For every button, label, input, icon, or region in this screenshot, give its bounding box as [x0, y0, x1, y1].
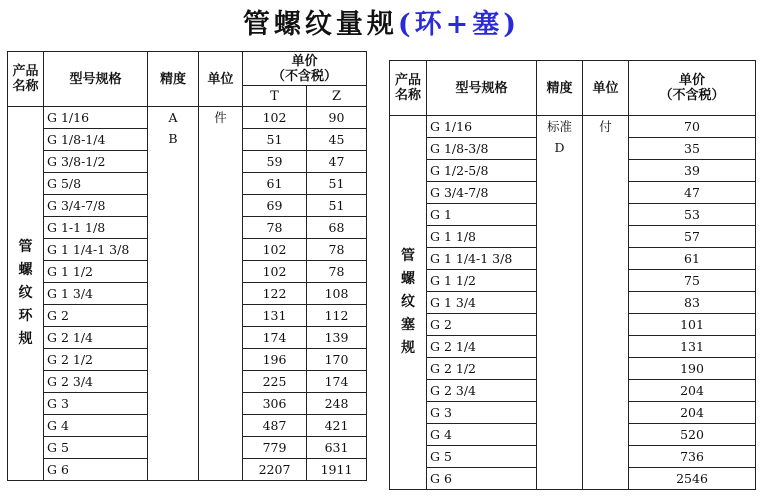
model-cell: G 1 1/8	[427, 226, 537, 248]
price-t-cell: 131	[243, 305, 307, 327]
model-cell: G 5	[44, 437, 148, 459]
unit-cell	[583, 116, 629, 490]
product-char-1: 螺	[401, 271, 415, 287]
model-cell: G 1/2-5/8	[427, 160, 537, 182]
header-price	[243, 52, 367, 86]
precision-value-1: D	[554, 140, 565, 155]
price-z-cell: 68	[307, 217, 367, 239]
header-price-line2: （不含税）	[272, 68, 338, 84]
price-z-cell: 51	[307, 173, 367, 195]
title-main: 管螺纹量规	[242, 9, 398, 40]
price-t-cell: 78	[243, 217, 307, 239]
header-col-z: Z	[307, 86, 367, 107]
price-t-cell: 51	[243, 129, 307, 151]
product-name-cell	[8, 107, 44, 481]
model-cell: G 1 1/4-1 3/8	[427, 248, 537, 270]
price-z-cell: 78	[307, 239, 367, 261]
price-cell: 61	[629, 248, 756, 270]
price-cell: 53	[629, 204, 756, 226]
header-precision: 精度	[537, 61, 583, 116]
price-cell: 75	[629, 270, 756, 292]
price-z-cell: 112	[307, 305, 367, 327]
price-cell: 70	[629, 116, 756, 138]
model-cell: G 2 1/2	[427, 358, 537, 380]
unit-value: 付	[599, 119, 612, 134]
title-paren: (环+塞)	[397, 9, 521, 40]
price-z-cell: 139	[307, 327, 367, 349]
model-cell: G 6	[44, 459, 148, 481]
price-cell: 39	[629, 160, 756, 182]
header-price-line1: 单价	[678, 73, 705, 88]
model-cell: G 1 1/2	[44, 261, 148, 283]
price-cell: 204	[629, 380, 756, 402]
model-cell: G 4	[44, 415, 148, 437]
header-unit: 单位	[583, 61, 629, 116]
precision-cell	[148, 107, 199, 481]
price-cell: 736	[629, 446, 756, 468]
price-t-cell: 102	[243, 261, 307, 283]
plug-gauge-price-table	[389, 60, 756, 490]
price-t-cell: 102	[243, 107, 307, 129]
header-col-t: T	[243, 86, 307, 107]
price-z-cell: 1911	[307, 459, 367, 481]
price-z-cell: 631	[307, 437, 367, 459]
price-cell: 57	[629, 226, 756, 248]
product-char-0: 管	[18, 239, 33, 255]
model-cell: G 5	[427, 446, 537, 468]
header-model: 型号规格	[44, 52, 148, 107]
model-cell: G 1 3/4	[44, 283, 148, 305]
price-z-cell: 51	[307, 195, 367, 217]
price-t-cell: 779	[243, 437, 307, 459]
model-cell: G 2 3/4	[427, 380, 537, 402]
price-cell: 83	[629, 292, 756, 314]
model-cell: G 3/4-7/8	[44, 195, 148, 217]
price-z-cell: 47	[307, 151, 367, 173]
model-cell: G 1 1/4-1 3/8	[44, 239, 148, 261]
model-cell: G 5/8	[44, 173, 148, 195]
product-char-1: 螺	[18, 262, 33, 278]
price-cell: 35	[629, 138, 756, 160]
price-t-cell: 196	[243, 349, 307, 371]
model-cell: G 1 3/4	[427, 292, 537, 314]
unit-cell	[199, 107, 243, 481]
precision-value-1: B	[168, 131, 178, 146]
price-z-cell: 45	[307, 129, 367, 151]
precision-value-0: 标准	[546, 119, 572, 134]
price-z-cell: 90	[307, 107, 367, 129]
price-cell: 520	[629, 424, 756, 446]
model-cell: G 2 3/4	[44, 371, 148, 393]
model-cell: G 2 1/2	[44, 349, 148, 371]
product-char-4: 规	[401, 340, 415, 356]
price-z-cell: 174	[307, 371, 367, 393]
model-cell: G 1	[427, 204, 537, 226]
precision-cell	[537, 116, 583, 490]
model-cell: G 4	[427, 424, 537, 446]
ring-gauge-price-table	[7, 51, 367, 481]
price-t-cell: 306	[243, 393, 307, 415]
model-cell: G 3	[44, 393, 148, 415]
model-cell: G 1/8-1/4	[44, 129, 148, 151]
product-name-cell	[390, 116, 427, 490]
product-char-4: 规	[18, 331, 33, 347]
header-price-line1: 单价	[291, 53, 318, 69]
model-cell: G 3/8-1/2	[44, 151, 148, 173]
price-t-cell: 2207	[243, 459, 307, 481]
price-t-cell: 69	[243, 195, 307, 217]
price-z-cell: 170	[307, 349, 367, 371]
model-cell: G 2 1/4	[44, 327, 148, 349]
unit-value: 件	[214, 110, 227, 125]
header-product-name: 产品名称	[8, 52, 44, 107]
price-z-cell: 248	[307, 393, 367, 415]
price-cell: 101	[629, 314, 756, 336]
model-cell: G 2	[427, 314, 537, 336]
price-t-cell: 122	[243, 283, 307, 305]
model-cell: G 1 1/2	[427, 270, 537, 292]
price-t-cell: 487	[243, 415, 307, 437]
page-title	[0, 6, 763, 44]
product-char-3: 塞	[401, 317, 415, 333]
model-cell: G 3/4-7/8	[427, 182, 537, 204]
price-t-cell: 174	[243, 327, 307, 349]
header-price	[629, 61, 756, 116]
model-cell: G 1/8-3/8	[427, 138, 537, 160]
price-cell: 190	[629, 358, 756, 380]
header-product-name: 产品名称	[390, 61, 427, 116]
product-char-0: 管	[401, 248, 415, 264]
model-cell: G 3	[427, 402, 537, 424]
price-z-cell: 108	[307, 283, 367, 305]
model-cell: G 1/16	[44, 107, 148, 129]
price-cell: 204	[629, 402, 756, 424]
product-char-3: 环	[18, 308, 33, 324]
model-cell: G 2 1/4	[427, 336, 537, 358]
price-t-cell: 61	[243, 173, 307, 195]
price-cell: 2546	[629, 468, 756, 490]
model-cell: G 1/16	[427, 116, 537, 138]
product-char-2: 纹	[401, 294, 415, 310]
price-cell: 47	[629, 182, 756, 204]
header-price-line2: （不含税）	[659, 88, 725, 103]
model-cell: G 1-1 1/8	[44, 217, 148, 239]
model-cell: G 6	[427, 468, 537, 490]
price-cell: 131	[629, 336, 756, 358]
table-row	[8, 107, 367, 129]
header-precision: 精度	[148, 52, 199, 107]
price-t-cell: 59	[243, 151, 307, 173]
price-z-cell: 78	[307, 261, 367, 283]
precision-value-0: A	[168, 110, 178, 125]
header-model: 型号规格	[427, 61, 537, 116]
price-t-cell: 225	[243, 371, 307, 393]
header-unit: 单位	[199, 52, 243, 107]
price-z-cell: 421	[307, 415, 367, 437]
price-t-cell: 102	[243, 239, 307, 261]
product-char-2: 纹	[18, 285, 33, 301]
table-row	[390, 116, 756, 138]
model-cell: G 2	[44, 305, 148, 327]
